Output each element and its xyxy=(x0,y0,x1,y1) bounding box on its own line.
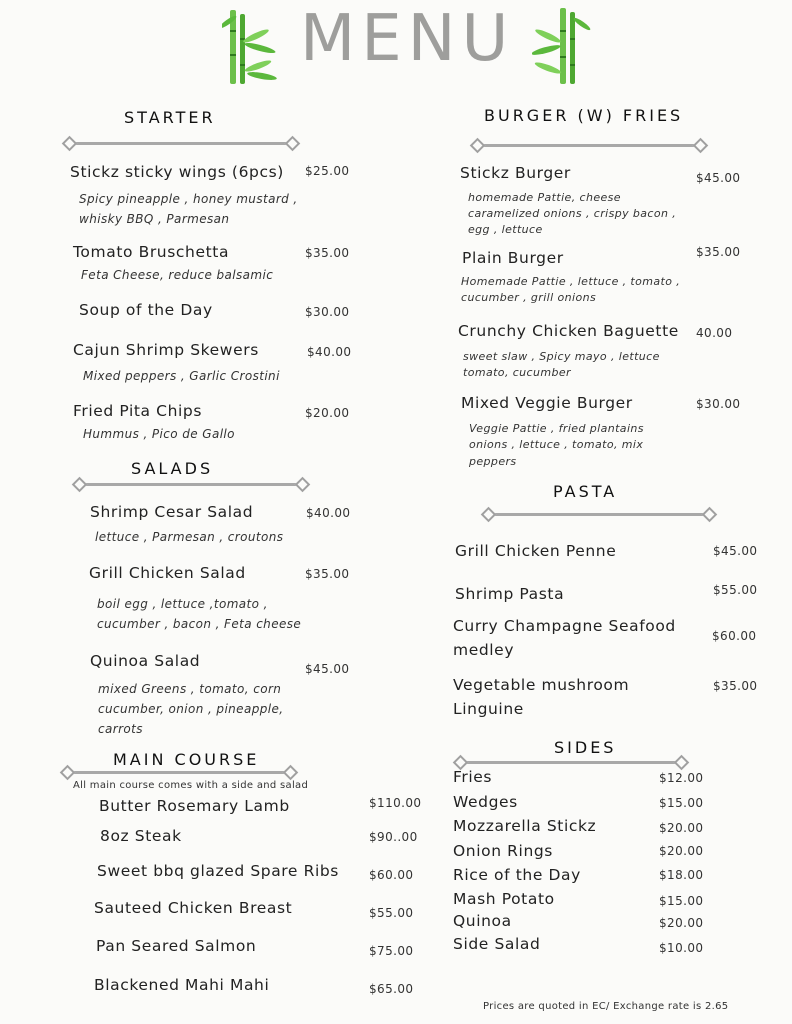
side-item-name: Side Salad xyxy=(453,935,541,953)
salad-item-desc: boil egg , lettuce ,tomato , xyxy=(97,597,268,611)
burger-item-desc: Homemade Pattie , lettuce , tomato , xyxy=(461,275,681,288)
burger-item-desc: sweet slaw , Spicy mayo , lettuce xyxy=(463,350,660,363)
pasta-item-name: Vegetable mushroom xyxy=(453,676,630,694)
side-item-price: $12.00 xyxy=(659,771,704,785)
main-item-name: Pan Seared Salmon xyxy=(96,937,257,955)
starter-item-price: $35.00 xyxy=(305,246,350,260)
main-item-price: $65.00 xyxy=(369,982,414,996)
starter-item-price: $25.00 xyxy=(305,164,350,178)
main-item-name: Blackened Mahi Mahi xyxy=(94,976,270,994)
salads-heading: SALADS xyxy=(131,459,214,478)
main-item-price: $75.00 xyxy=(369,944,414,958)
pasta-item-price: $35.00 xyxy=(713,679,758,693)
side-item-name: Mash Potato xyxy=(453,890,555,908)
starter-item-desc: Spicy pineapple , honey mustard , xyxy=(79,192,298,206)
starter-item-name: Stickz sticky wings (6pcs) xyxy=(70,163,284,181)
salad-item-name: Shrimp Cesar Salad xyxy=(90,503,254,521)
burger-item-desc: caramelized onions , crispy bacon , xyxy=(468,207,677,220)
starter-heading: STARTER xyxy=(124,108,216,127)
pasta-item-name: Curry Champagne Seafood xyxy=(453,617,676,635)
pasta-item-price: $60.00 xyxy=(712,629,757,643)
burger-item-desc: peppers xyxy=(469,455,517,468)
pasta-item-price: $55.00 xyxy=(713,583,758,597)
side-item-name: Quinoa xyxy=(453,912,512,930)
burger-item-name: Plain Burger xyxy=(462,249,564,267)
burger-item-desc: homemade Pattie, cheese xyxy=(468,191,621,204)
burger-item-desc: tomato, cucumber xyxy=(463,366,571,379)
side-item-price: $20.00 xyxy=(659,844,704,858)
starter-item-name: Soup of the Day xyxy=(79,301,213,319)
burger-item-name: Mixed Veggie Burger xyxy=(461,394,633,412)
main-course-note: All main course comes with a side and salad xyxy=(73,780,309,791)
salad-item-price: $35.00 xyxy=(305,567,350,581)
burger-item-name: Crunchy Chicken Baguette xyxy=(458,322,679,340)
pasta-heading: PASTA xyxy=(553,482,618,501)
burger-item-price: 40.00 xyxy=(696,326,733,340)
burger-item-desc: cucumber , grill onions xyxy=(461,291,597,304)
starter-item-desc: Hummus , Pico de Gallo xyxy=(83,427,235,441)
pasta-item-name: Grill Chicken Penne xyxy=(455,542,617,560)
salad-item-price: $40.00 xyxy=(306,506,351,520)
pasta-item-price: $45.00 xyxy=(713,544,758,558)
main-course-divider xyxy=(62,766,296,778)
starter-item-desc: Mixed peppers , Garlic Crostini xyxy=(83,369,280,383)
main-item-name: 8oz Steak xyxy=(100,827,182,845)
salad-item-desc: cucumber, onion , pineapple, xyxy=(98,702,284,716)
salad-item-desc: cucumber , bacon , Feta cheese xyxy=(97,617,302,631)
burger-item-price: $30.00 xyxy=(696,397,741,411)
salad-item-desc: carrots xyxy=(98,722,143,736)
burger-item-price: $35.00 xyxy=(696,245,741,259)
burger-heading: BURGER (W) FRIES xyxy=(484,106,684,125)
burger-item-price: $45.00 xyxy=(696,171,741,185)
starter-item-name: Cajun Shrimp Skewers xyxy=(73,341,259,359)
price-footnote: Prices are quoted in EC/ Exchange rate is 2.65 xyxy=(483,1001,729,1012)
salad-item-desc: mixed Greens , tomato, corn xyxy=(98,682,282,696)
side-item-price: $20.00 xyxy=(659,916,704,930)
side-item-price: $15.00 xyxy=(659,894,704,908)
starter-divider xyxy=(64,137,298,149)
main-item-name: Sweet bbq glazed Spare Ribs xyxy=(97,862,339,880)
salad-item-price: $45.00 xyxy=(305,662,350,676)
bamboo-right-icon xyxy=(532,6,592,86)
side-item-price: $18.00 xyxy=(659,868,704,882)
starter-item-name: Fried Pita Chips xyxy=(73,402,203,420)
starter-item-desc: Feta Cheese, reduce balsamic xyxy=(81,268,274,282)
menu-title: MENU xyxy=(300,2,515,76)
sides-divider xyxy=(455,756,687,768)
side-item-price: $20.00 xyxy=(659,821,704,835)
pasta-item-name: Shrimp Pasta xyxy=(455,585,565,603)
pasta-item-name-cont: Linguine xyxy=(453,700,524,718)
burger-item-desc: egg , lettuce xyxy=(468,223,543,236)
side-item-name: Rice of the Day xyxy=(453,866,581,884)
starter-item-price: $20.00 xyxy=(305,406,350,420)
burger-item-desc: Veggie Pattie , fried plantains xyxy=(469,422,644,435)
burger-item-desc: onions , lettuce , tomato, mix xyxy=(469,438,644,451)
starter-item-desc: whisky BBQ , Parmesan xyxy=(79,212,230,226)
salad-item-desc: lettuce , Parmesan , croutons xyxy=(95,530,284,544)
main-item-price: $60.00 xyxy=(369,868,414,882)
main-item-name: Butter Rosemary Lamb xyxy=(99,797,290,815)
bamboo-left-icon xyxy=(222,8,282,86)
main-item-price: $110.00 xyxy=(369,796,422,810)
salad-item-name: Grill Chicken Salad xyxy=(89,564,246,582)
main-course-heading: MAIN COURSE xyxy=(113,750,260,769)
starter-item-price: $40.00 xyxy=(307,345,352,359)
starter-item-price: $30.00 xyxy=(305,305,350,319)
main-item-price: $55.00 xyxy=(369,906,414,920)
pasta-item-name-cont: medley xyxy=(453,641,515,659)
main-item-name: Sauteed Chicken Breast xyxy=(94,899,293,917)
salads-divider xyxy=(74,478,308,490)
sides-heading: SIDES xyxy=(554,738,617,757)
burger-divider xyxy=(472,139,706,151)
side-item-price: $10.00 xyxy=(659,941,704,955)
burger-item-name: Stickz Burger xyxy=(460,164,571,182)
starter-item-name: Tomato Bruschetta xyxy=(73,243,230,261)
side-item-name: Onion Rings xyxy=(453,842,553,860)
side-item-price: $15.00 xyxy=(659,796,704,810)
side-item-name: Wedges xyxy=(453,793,518,811)
side-item-name: Fries xyxy=(453,768,493,786)
salad-item-name: Quinoa Salad xyxy=(90,652,201,670)
side-item-name: Mozzarella Stickz xyxy=(453,817,597,835)
main-item-price: $90..00 xyxy=(369,830,418,844)
pasta-divider xyxy=(483,508,715,520)
